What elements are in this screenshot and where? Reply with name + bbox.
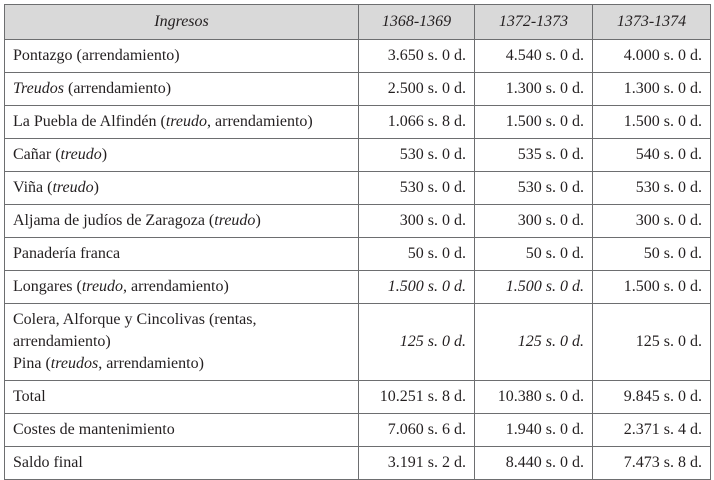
table-body — [5, 40, 711, 480]
italic-term: Treudos — [13, 80, 64, 97]
amount-cell: 540 s. 0 d. — [593, 139, 711, 172]
amount-cell: 8.440 s. 0 d. — [475, 447, 593, 480]
label-text: arrendamiento) — [13, 333, 111, 350]
amount-cell: 535 s. 0 d. — [475, 139, 593, 172]
amount-cell: 7.473 s. 8 d. — [593, 447, 711, 480]
amount-cell: 4.000 s. 0 d. — [593, 40, 711, 73]
table-row — [5, 205, 711, 238]
table-row — [5, 238, 711, 271]
amount-cell: 125 s. 0 d. — [359, 304, 475, 381]
header-period-1373-1374: 1373-1374 — [593, 5, 711, 40]
label-line — [13, 353, 350, 375]
row-label — [5, 106, 359, 139]
document-page — [4, 4, 711, 480]
amount-cell: 1.500 s. 0 d. — [593, 106, 711, 139]
amount-cell: 300 s. 0 d. — [593, 205, 711, 238]
italic-term: treudo — [214, 212, 256, 229]
row-label — [5, 172, 359, 205]
label-text: Cañar ( — [13, 146, 61, 163]
label-text: (arrendamiento) — [63, 80, 172, 97]
italic-term: treudo — [60, 146, 102, 163]
amount-cell: 300 s. 0 d. — [475, 205, 593, 238]
label-text: Pontazgo (arrendamiento) — [13, 47, 180, 64]
amount-cell: 2.500 s. 0 d. — [359, 73, 475, 106]
row-label — [5, 40, 359, 73]
amount-cell: 1.500 s. 0 d. — [359, 271, 475, 304]
table-header-row — [5, 5, 711, 40]
amount-cell: 530 s. 0 d. — [593, 172, 711, 205]
row-label — [5, 139, 359, 172]
label-text: ) — [93, 179, 99, 196]
label-text: Saldo final — [13, 454, 83, 471]
label-text: La Puebla de Alfindén ( — [13, 113, 166, 130]
amount-cell: 300 s. 0 d. — [359, 205, 475, 238]
amount-cell: 10.380 s. 0 d. — [475, 381, 593, 414]
table-row — [5, 73, 711, 106]
amount-cell: 2.371 s. 4 d. — [593, 414, 711, 447]
label-line — [13, 309, 350, 331]
table-row — [5, 447, 711, 480]
italic-term: treudo — [81, 278, 124, 295]
label-text: Colera, Alforque y Cincolivas (rentas, — [13, 311, 257, 328]
amount-cell: 3.650 s. 0 d. — [359, 40, 475, 73]
amount-cell: 1.940 s. 0 d. — [475, 414, 593, 447]
table-row — [5, 40, 711, 73]
table-row — [5, 271, 711, 304]
label-line — [13, 331, 350, 353]
row-label — [5, 271, 359, 304]
amount-cell: 4.540 s. 0 d. — [475, 40, 593, 73]
table-row — [5, 172, 711, 205]
label-text: Viña ( — [13, 179, 53, 196]
header-period-1372-1373: 1372-1373 — [475, 5, 593, 40]
amount-cell: 1.300 s. 0 d. — [475, 73, 593, 106]
table-row — [5, 381, 711, 414]
amount-cell: 50 s. 0 d. — [475, 238, 593, 271]
label-text: ) — [101, 146, 108, 163]
amount-cell: 530 s. 0 d. — [359, 139, 475, 172]
amount-cell: 9.845 s. 0 d. — [593, 381, 711, 414]
label-text: Aljama de judíos de Zaragoza ( — [13, 212, 215, 229]
table-row — [5, 304, 711, 381]
row-label — [5, 205, 359, 238]
label-text: Longares ( — [13, 278, 82, 295]
amount-cell: 1.500 s. 0 d. — [593, 271, 711, 304]
label-text: Panadería franca — [13, 245, 121, 262]
table-row — [5, 414, 711, 447]
label-text: , arrendamiento) — [123, 278, 229, 295]
amount-cell: 1.300 s. 0 d. — [593, 73, 711, 106]
amount-cell: 1.066 s. 8 d. — [359, 106, 475, 139]
income-table — [4, 4, 711, 480]
amount-cell: 530 s. 0 d. — [359, 172, 475, 205]
label-text: , arrendamiento) — [207, 113, 313, 130]
amount-cell: 50 s. 0 d. — [359, 238, 475, 271]
row-label — [5, 304, 359, 381]
label-text: Total — [13, 388, 46, 405]
table-row — [5, 139, 711, 172]
amount-cell: 3.191 s. 2 d. — [359, 447, 475, 480]
row-label — [5, 381, 359, 414]
row-label — [5, 414, 359, 447]
row-label — [5, 447, 359, 480]
row-label — [5, 73, 359, 106]
label-text: Costes de mantenimiento — [13, 421, 175, 438]
amount-cell: 1.500 s. 0 d. — [475, 271, 593, 304]
amount-cell: 10.251 s. 8 d. — [359, 381, 475, 414]
amount-cell: 1.500 s. 0 d. — [475, 106, 593, 139]
italic-term: treudo — [52, 179, 94, 196]
amount-cell: 50 s. 0 d. — [593, 238, 711, 271]
header-period-1368-1369: 1368-1369 — [359, 5, 475, 40]
amount-cell: 125 s. 0 d. — [593, 304, 711, 381]
italic-term: treudos — [50, 355, 99, 372]
italic-term: treudo — [165, 113, 208, 130]
header-ingresos: Ingresos — [5, 5, 359, 40]
amount-cell: 125 s. 0 d. — [475, 304, 593, 381]
label-text: Pina ( — [13, 355, 51, 372]
label-text: , arrendamiento) — [98, 355, 204, 372]
amount-cell: 530 s. 0 d. — [475, 172, 593, 205]
label-text: ) — [255, 212, 261, 229]
row-label — [5, 238, 359, 271]
table-row — [5, 106, 711, 139]
amount-cell: 7.060 s. 6 d. — [359, 414, 475, 447]
